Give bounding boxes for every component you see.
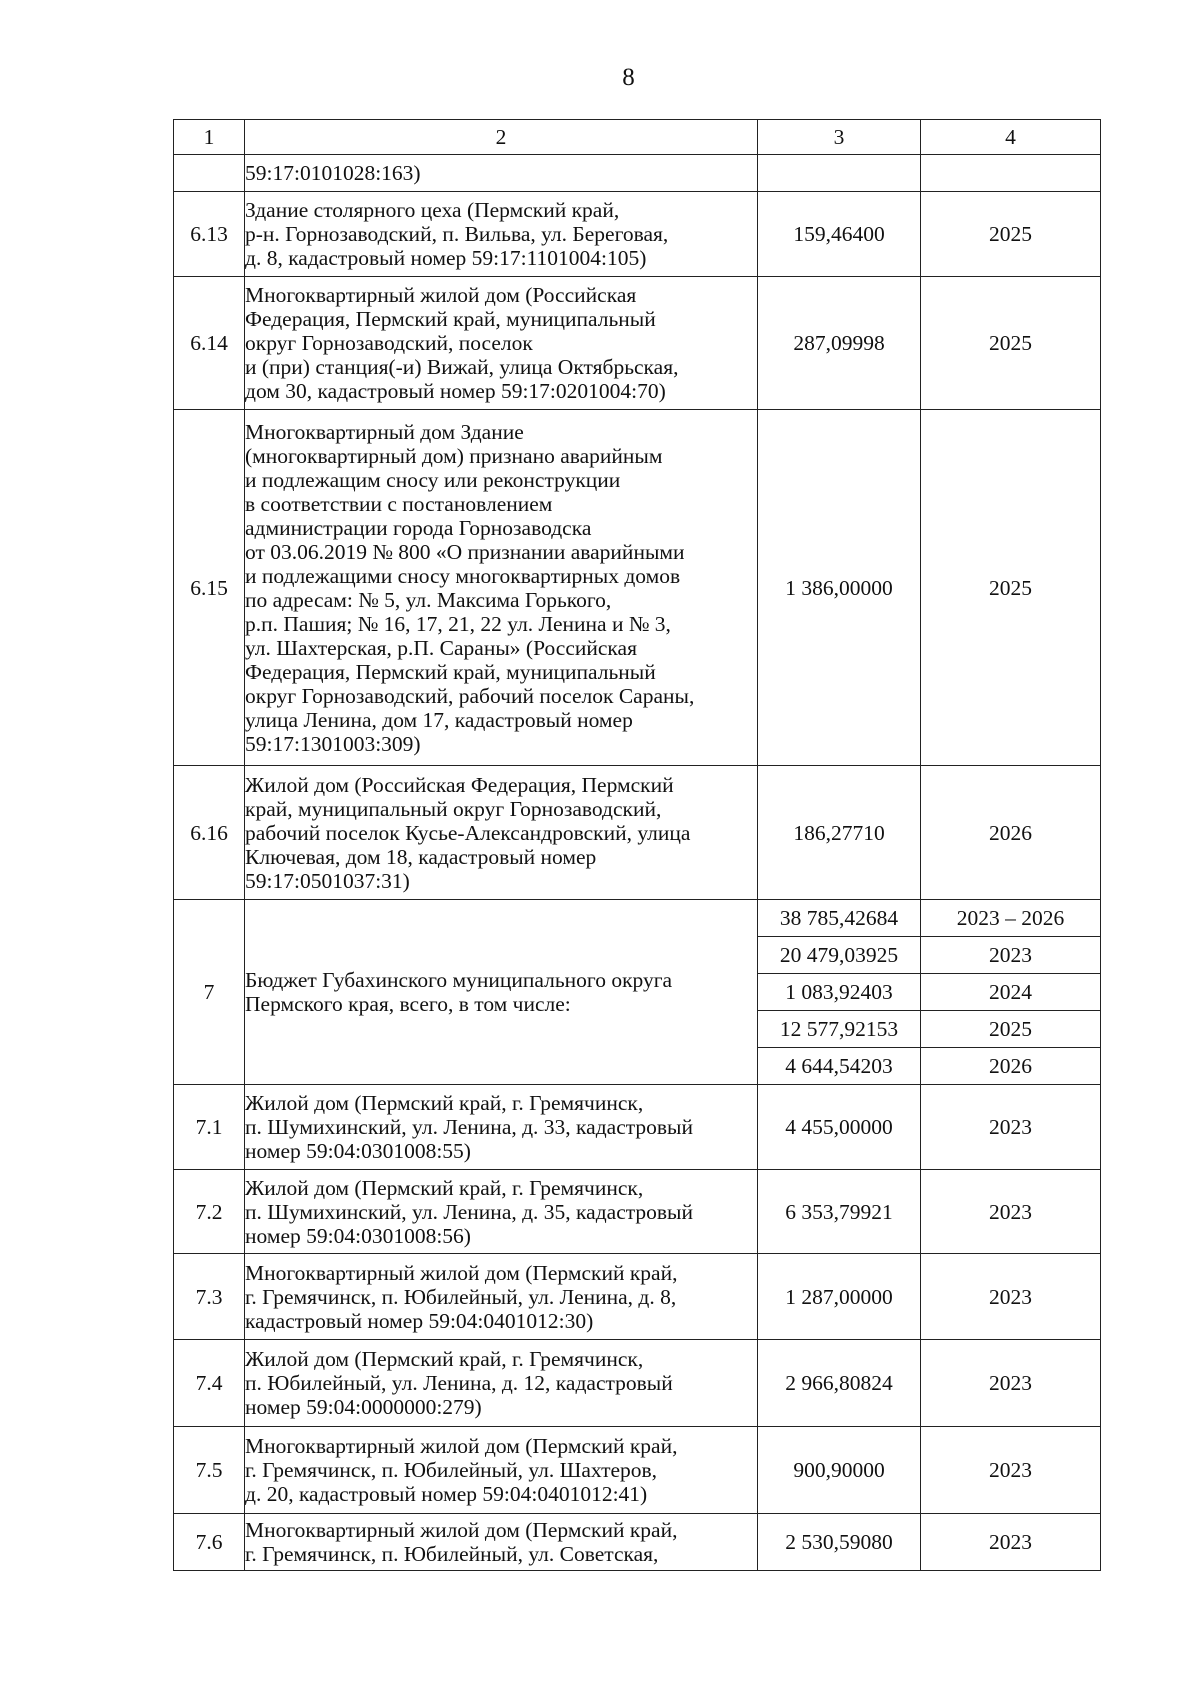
amount-cell: 6 353,79921 xyxy=(758,1170,921,1254)
description-line: номер 59:04:0301008:55) xyxy=(245,1139,471,1163)
description-line: 59:17:0101028:163) xyxy=(245,161,421,185)
year-cell: 2023 xyxy=(921,1085,1101,1170)
description-line: по адресам: № 5, ул. Максима Горького, xyxy=(245,587,612,612)
amount-cell: 159,46400 xyxy=(758,192,921,277)
table-row xyxy=(174,1254,1101,1340)
description-cell xyxy=(245,277,758,410)
amount-cell: 186,27710 xyxy=(758,766,921,900)
page-number: 8 xyxy=(622,64,635,91)
description-line: 59:17:0501037:31) xyxy=(245,868,410,893)
registry-table xyxy=(173,119,1101,1571)
table-row xyxy=(174,1085,1101,1170)
description-line: р.п. Пашия; № 16, 17, 21, 22 ул. Ленина и № 3, xyxy=(245,611,671,636)
description-line: Многоквартирный жилой дом (Пермский край, xyxy=(245,1434,678,1458)
column-header: 3 xyxy=(758,120,921,155)
description-line: (многоквартирный дом) признано аварийным xyxy=(245,443,663,468)
table-row xyxy=(174,1170,1101,1254)
amount-cell: 12 577,92153 xyxy=(758,1011,921,1048)
description-cell xyxy=(245,900,758,1085)
description-line: округ Горнозаводский, рабочий поселок Сараны, xyxy=(245,683,695,708)
row-number-cell: 7.2 xyxy=(174,1170,245,1254)
column-header: 4 xyxy=(921,120,1101,155)
description-line: Жилой дом (Пермский край, г. Гремячинск, xyxy=(245,1347,644,1371)
description-line: ул. Шахтерская, р.П. Сараны» (Российская xyxy=(245,635,637,660)
year-cell: 2023 xyxy=(921,1514,1101,1571)
description-line: администрации города Горнозаводска xyxy=(245,515,592,540)
amount-cell: 1 083,92403 xyxy=(758,974,921,1011)
description-line: г. Гремячинск, п. Юбилейный, ул. Шахтеров, xyxy=(245,1458,658,1482)
year-cell: 2023 xyxy=(921,1340,1101,1427)
row-number-cell: 6.16 xyxy=(174,766,245,900)
description-line: номер 59:04:0301008:56) xyxy=(245,1223,471,1248)
year-cell: 2025 xyxy=(921,410,1101,766)
year-cell: 2023 xyxy=(921,1170,1101,1254)
amount-cell: 4 644,54203 xyxy=(758,1048,921,1085)
row-number-cell: 6.13 xyxy=(174,192,245,277)
description-line: р-н. Горнозаводский, п. Вильва, ул. Береговая, xyxy=(245,222,669,246)
year-cell: 2025 xyxy=(921,192,1101,277)
row-number-cell: 7 xyxy=(174,900,245,1085)
amount-cell: 4 455,00000 xyxy=(758,1085,921,1170)
amount-cell: 20 479,03925 xyxy=(758,937,921,974)
table-row xyxy=(174,766,1101,900)
description-line: Жилой дом (Пермский край, г. Гремячинск, xyxy=(245,1175,644,1200)
table-row xyxy=(174,410,1101,766)
description-line: д. 8, кадастровый номер 59:17:1101004:105) xyxy=(245,246,647,270)
column-header-row xyxy=(174,120,1101,155)
amount-cell: 900,90000 xyxy=(758,1427,921,1514)
description-line: и подлежащим сносу или реконструкции xyxy=(245,467,621,492)
amount-cell: 1 287,00000 xyxy=(758,1254,921,1340)
description-cell xyxy=(245,1170,758,1254)
description-cell xyxy=(245,1340,758,1427)
year-cell: 2026 xyxy=(921,766,1101,900)
year-cell: 2023 xyxy=(921,1254,1101,1340)
row-number-cell: 7.3 xyxy=(174,1254,245,1340)
continuation-row xyxy=(174,155,1101,192)
amount-cell: 1 386,00000 xyxy=(758,410,921,766)
description-line: от 03.06.2019 № 800 «О признании аварийными xyxy=(245,539,685,564)
year-cell: 2023 xyxy=(921,937,1101,974)
year-cell xyxy=(921,155,1101,192)
description-line: 59:17:1301003:309) xyxy=(245,731,421,756)
description-line: Многоквартирный жилой дом (Пермский край, xyxy=(245,1518,678,1542)
description-line: рабочий поселок Кусье-Александровский, улица xyxy=(245,820,691,845)
description-line: и подлежащими сносу многоквартирных домов xyxy=(245,563,681,588)
description-line: улица Ленина, дом 17, кадастровый номер xyxy=(245,707,633,732)
row-number-cell: 6.14 xyxy=(174,277,245,410)
amount-cell xyxy=(758,155,921,192)
description-line: Многоквартирный жилой дом (Пермский край, xyxy=(245,1260,678,1285)
description-line: номер 59:04:0000000:279) xyxy=(245,1395,482,1419)
description-line: г. Гремячинск, п. Юбилейный, ул. Советская, xyxy=(245,1542,659,1566)
table-row xyxy=(174,1427,1101,1514)
column-header: 1 xyxy=(174,120,245,155)
description-cell xyxy=(245,192,758,277)
description-line: п. Юбилейный, ул. Ленина, д. 12, кадастровый xyxy=(245,1371,673,1395)
description-line: Бюджет Губахинского муниципального округа xyxy=(245,968,673,992)
description-line: край, муниципальный округ Горнозаводский, xyxy=(245,796,662,821)
row-number-cell: 6.15 xyxy=(174,410,245,766)
row-number-cell: 7.6 xyxy=(174,1514,245,1571)
row-number-cell: 7.5 xyxy=(174,1427,245,1514)
year-cell: 2023 – 2026 xyxy=(921,900,1101,937)
description-line: дом 30, кадастровый номер 59:17:0201004:70) xyxy=(245,379,666,403)
table-row xyxy=(174,1340,1101,1427)
year-cell: 2026 xyxy=(921,1048,1101,1085)
description-line: Здание столярного цеха (Пермский край, xyxy=(245,198,620,222)
description-line: Федерация, Пермский край, муниципальный xyxy=(245,307,656,331)
description-line: Пермского края, всего, в том числе: xyxy=(245,992,571,1016)
row-number-cell: 7.4 xyxy=(174,1340,245,1427)
amount-cell: 2 966,80824 xyxy=(758,1340,921,1427)
description-line: г. Гремячинск, п. Юбилейный, ул. Ленина, д. 8, xyxy=(245,1284,677,1309)
column-header: 2 xyxy=(245,120,758,155)
amount-cell: 287,09998 xyxy=(758,277,921,410)
description-line: д. 20, кадастровый номер 59:04:0401012:41) xyxy=(245,1482,648,1506)
table-row xyxy=(174,277,1101,410)
description-line: в соответствии с постановлением xyxy=(245,491,553,516)
description-cell xyxy=(245,1514,758,1571)
table-row xyxy=(174,192,1101,277)
description-line: Жилой дом (Российская Федерация, Пермский xyxy=(245,772,674,797)
amount-cell: 2 530,59080 xyxy=(758,1514,921,1571)
description-line: Жилой дом (Пермский край, г. Гремячинск, xyxy=(245,1091,644,1115)
description-cell xyxy=(245,155,758,192)
description-line: кадастровый номер 59:04:0401012:30) xyxy=(245,1308,594,1333)
table-row xyxy=(174,1514,1101,1571)
description-cell xyxy=(245,766,758,900)
description-line: Многоквартирный жилой дом (Российская xyxy=(245,283,637,307)
description-line: округ Горнозаводский, поселок xyxy=(245,331,533,355)
description-line: п. Шумихинский, ул. Ленина, д. 33, кадастровый xyxy=(245,1115,693,1139)
description-cell xyxy=(245,1254,758,1340)
year-cell: 2025 xyxy=(921,1011,1101,1048)
amount-cell: 38 785,42684 xyxy=(758,900,921,937)
description-cell xyxy=(245,1427,758,1514)
description-cell xyxy=(245,410,758,766)
description-line: Многоквартирный дом Здание xyxy=(245,419,524,444)
row-number-cell: 7.1 xyxy=(174,1085,245,1170)
description-cell xyxy=(245,1085,758,1170)
year-cell: 2023 xyxy=(921,1427,1101,1514)
description-line: Федерация, Пермский край, муниципальный xyxy=(245,659,656,684)
description-line: и (при) станция(-и) Вижай, улица Октябрьская, xyxy=(245,355,679,379)
description-line: Ключевая, дом 18, кадастровый номер xyxy=(245,844,597,869)
year-cell: 2024 xyxy=(921,974,1101,1011)
year-cell: 2025 xyxy=(921,277,1101,410)
description-line: п. Шумихинский, ул. Ленина, д. 35, кадастровый xyxy=(245,1199,693,1224)
row-number-cell xyxy=(174,155,245,192)
group-row xyxy=(174,900,1101,937)
